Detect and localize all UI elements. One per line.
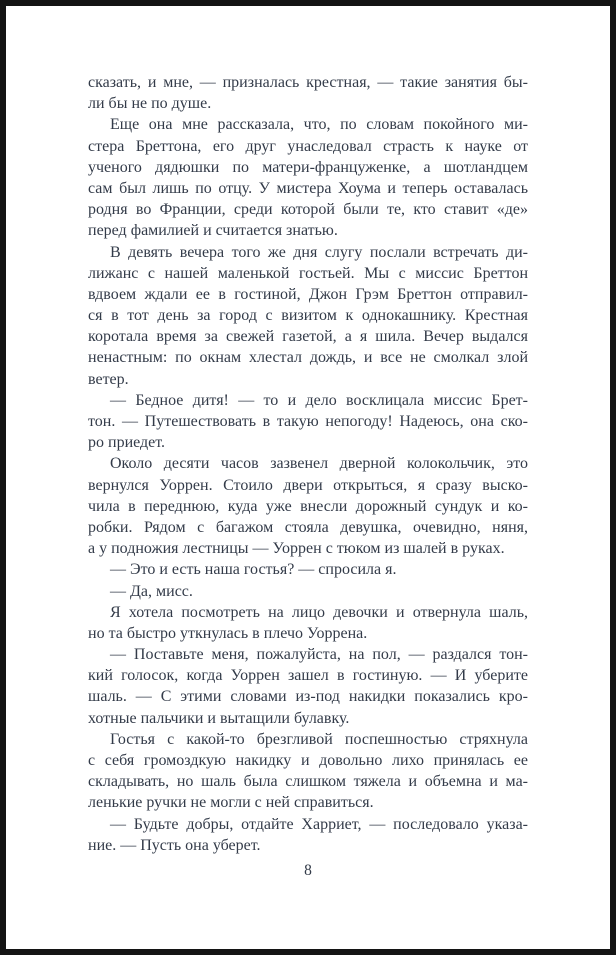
text-line: хотные пальчики и вытащили булавку.	[88, 709, 350, 727]
text-line: сказать, и мне, — призналась крестная, — такие занятия бы-	[88, 74, 528, 91]
paragraph	[88, 814, 528, 856]
paragraph	[88, 581, 528, 602]
text-line: — Да, мисс.	[110, 582, 193, 600]
text-line: чила в переднюю, куда уже внесли дорожный сундук и ко-	[88, 497, 528, 515]
text-line: сам был лишь по отцу. У мистера Хоума и теперь оставалась	[88, 179, 528, 197]
text-line: ро приедет.	[88, 434, 166, 452]
paragraph	[88, 644, 528, 729]
paragraph	[88, 453, 528, 559]
text-line: ся в тот день за город с визитом к однокашнику. Крестная	[88, 307, 528, 325]
text-line: родня во Франции, среди которой были те, кто ставит «де»	[88, 201, 528, 219]
text-line: ленькие ручки не могли с ней справиться.	[88, 794, 374, 812]
text-line: ние. — Пусть она уберет.	[88, 836, 261, 854]
text-line: — Будьте добры, отдайте Харриет, — последовало указа-	[110, 815, 528, 833]
text-block	[88, 72, 528, 856]
page-number: 8	[304, 862, 312, 879]
text-line: перед фамилией и считается знатью.	[88, 222, 338, 240]
text-line: Гостья с какой-то брезгливой поспешностью стряхнула	[110, 730, 528, 748]
text-line: шаль. — С этими словами из-под накидки показались кро-	[88, 688, 528, 706]
text-line: Я хотела посмотреть на лицо девочки и отвернула шаль,	[110, 603, 528, 621]
text-line: вернулся Уоррен. Стоило двери открыться, я сразу выско-	[88, 476, 528, 494]
text-line: — Поставьте меня, пожалуйста, на пол, — раздался тон-	[110, 646, 528, 664]
paragraph	[88, 602, 528, 644]
text-line: ветер.	[88, 370, 129, 388]
text-line: Еще она мне рассказала, что, по словам покойного ми-	[110, 116, 528, 134]
text-line: стера Бреттона, его друг унаследовал страсть к науке от	[88, 137, 528, 155]
text-line: — Бедное дитя! — то и дело восклицала миссис Брет-	[110, 391, 528, 409]
paragraph	[88, 729, 528, 814]
text-line: тон. — Путешествовать в такую непогоду! Надеюсь, она ско-	[88, 413, 528, 430]
text-line: ли бы не по душе.	[88, 95, 212, 113]
paragraph	[88, 114, 528, 241]
text-line: В девять вечера того же дня слугу послали встречать ди-	[110, 243, 528, 261]
paragraph	[88, 242, 528, 390]
text-line: но та быстро уткнулась в плечо Уоррена.	[88, 624, 368, 642]
text-line: вдвоем ждали ее в гостиной, Джон Грэм Бреттон отправил-	[88, 285, 528, 303]
text-line: ученого дядюшки по матери-француженке, а шотландцем	[88, 158, 528, 176]
book-page	[6, 6, 610, 949]
text-line: Около десяти часов зазвенел дверной колокольчик, это	[110, 455, 528, 473]
text-line: коротала время за свежей газетой, а я шила. Вечер выдался	[88, 328, 528, 346]
text-line: с себя громоздкую накидку и довольно лихо принялась ее	[88, 752, 528, 769]
text-line: лижанс с нашей маленькой гостьей. Мы с миссис Бреттон	[88, 264, 528, 282]
text-line: ненастным: по окнам хлестал дождь, и все не смолкал злой	[88, 349, 528, 367]
text-line: — Это и есть наша гостья? — спросила я.	[110, 561, 397, 579]
paragraph	[88, 72, 528, 114]
paragraph	[88, 559, 528, 580]
text-line: робки. Рядом с багажом стояла девушка, очевидно, няня,	[88, 518, 528, 536]
text-line: а у подножия лестницы — Уоррен с тюком из шалей в руках.	[88, 540, 505, 558]
paragraph	[88, 390, 528, 454]
text-line: складывать, но шаль была слишком тяжела и объемна и ма-	[88, 773, 528, 791]
text-line: кий голосок, когда Уоррен зашел в гостиную. — И уберите	[88, 667, 528, 685]
